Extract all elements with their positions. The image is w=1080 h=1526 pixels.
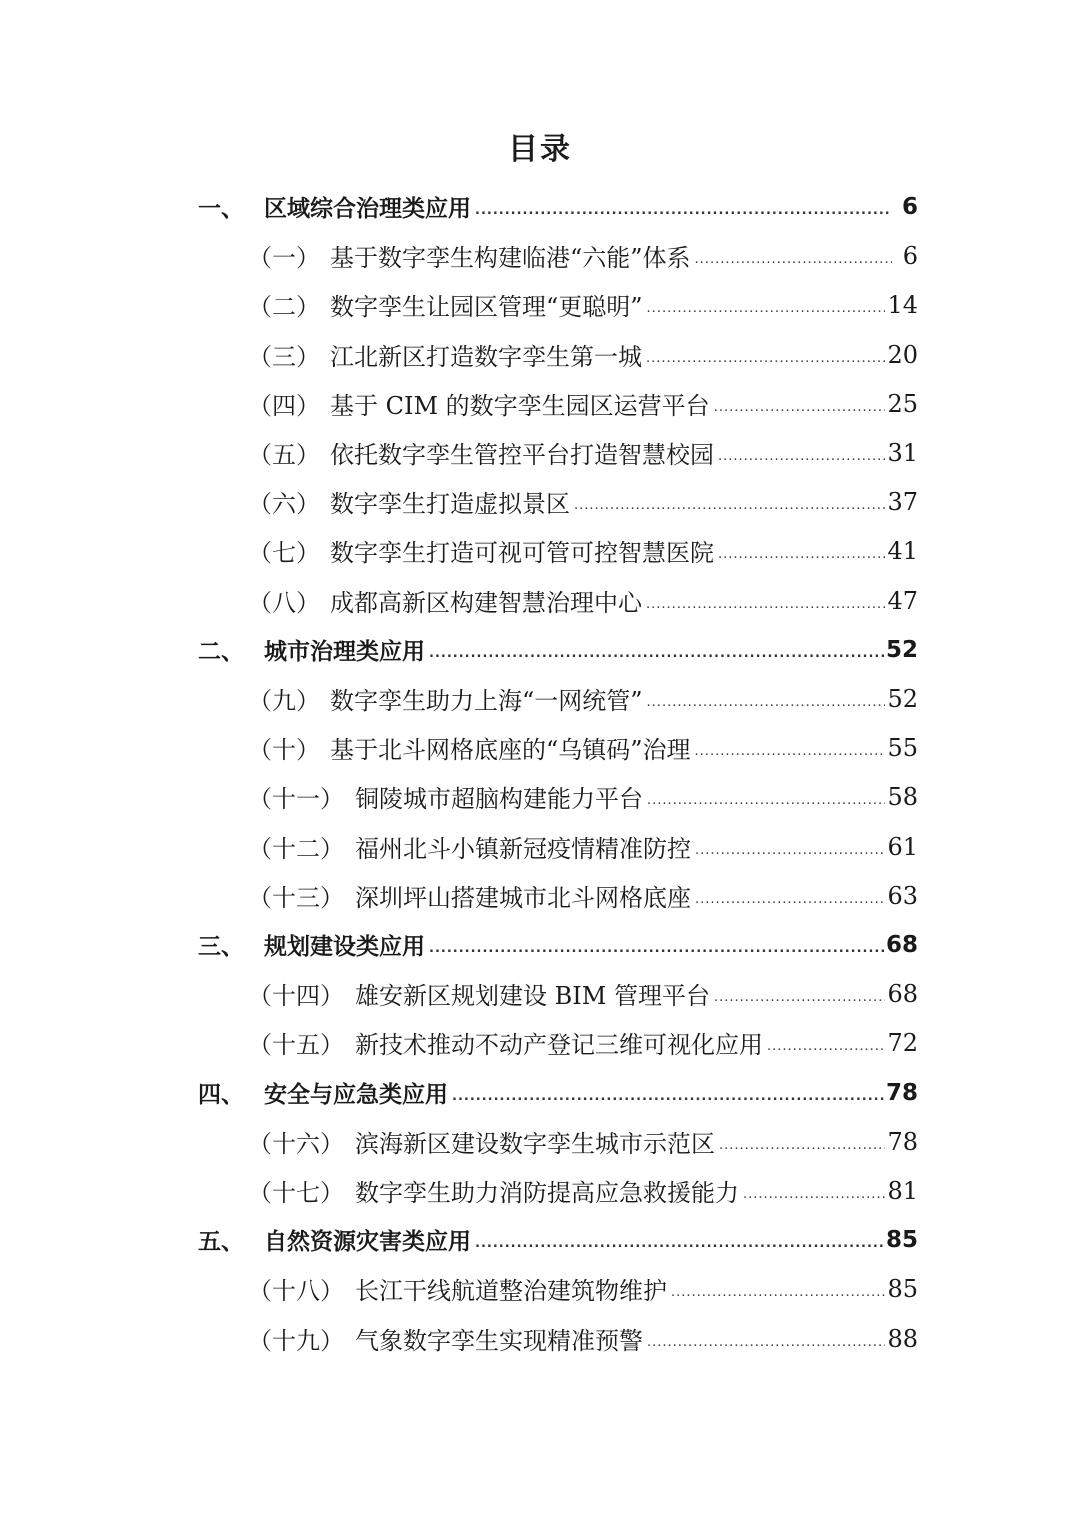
toc-section-entry[interactable]: [0, 428, 1080, 477]
toc-section-entry[interactable]: [0, 280, 1080, 329]
toc-section-entry[interactable]: [0, 772, 1080, 821]
dot-leader: [718, 449, 885, 464]
dot-leader: [695, 843, 885, 858]
toc-section-entry[interactable]: [0, 1264, 1080, 1313]
dot-leader: [695, 892, 885, 907]
entry-page-number: 58: [887, 782, 918, 811]
dot-leader: [429, 646, 884, 661]
entry-title: 基于 CIM 的数字孪生园区运营平台: [330, 392, 710, 420]
entry-title: 基于数字孪生构建临港“六能”体系: [330, 244, 691, 272]
toc-section-entry[interactable]: [0, 1117, 1080, 1166]
entry-title: 新技术推动不动产登记三维可视化应用: [355, 1031, 763, 1059]
toc-section-entry[interactable]: [0, 1314, 1080, 1363]
entry-title: 铜陵城市超脑构建能力平台: [355, 785, 643, 813]
dot-leader: [429, 941, 884, 956]
dot-leader: [671, 1285, 885, 1300]
entry-title: 长江干线航道整治建筑物维护: [355, 1277, 667, 1305]
entry-title: 依托数字孪生管控平台打造智慧校园: [330, 441, 714, 469]
entry-page-number: 81: [887, 1176, 918, 1205]
entry-number: （六）: [248, 490, 320, 518]
entry-page-number: 20: [887, 340, 918, 369]
entry-page-number: 63: [887, 881, 918, 910]
entry-title: 数字孪生助力上海“一网统管”: [330, 687, 643, 715]
entry-page-number: 78: [885, 1079, 918, 1106]
toc-section-entry[interactable]: [0, 674, 1080, 723]
entry-number: （十三）: [248, 884, 344, 912]
entry-title: 基于北斗网格底座的“乌镇码”治理: [330, 736, 691, 764]
toc-section-entry[interactable]: [0, 576, 1080, 625]
entry-page-number: 14: [887, 290, 918, 319]
entry-page-number: 31: [887, 438, 918, 467]
toc-section-entry[interactable]: [0, 871, 1080, 920]
entry-number: （十一）: [248, 785, 344, 813]
entry-title: 深圳坪山搭建城市北斗网格底座: [355, 884, 691, 912]
entry-title: 区域综合治理类应用: [264, 196, 471, 222]
entry-number: （十四）: [248, 982, 344, 1010]
dot-leader: [646, 597, 885, 612]
dot-leader: [718, 547, 885, 562]
entry-number: （十七）: [248, 1179, 344, 1207]
entry-number: （八）: [248, 589, 320, 617]
entry-number: 一、: [198, 196, 244, 222]
entry-number: （七）: [248, 539, 320, 567]
entry-number: （二）: [248, 293, 320, 321]
toc-chapter-entry[interactable]: [0, 625, 1080, 674]
dot-leader: [646, 351, 885, 366]
toc-section-entry[interactable]: [0, 723, 1080, 772]
entry-number: （九）: [248, 687, 320, 715]
entry-page-number: 61: [887, 832, 918, 861]
entry-page-number: 72: [887, 1028, 918, 1057]
entry-title: 数字孪生让园区管理“更聪明”: [330, 293, 643, 321]
dot-leader: [714, 400, 886, 415]
toc-section-entry[interactable]: [0, 1018, 1080, 1067]
dot-leader: [574, 498, 885, 513]
entry-title: 安全与应急类应用: [264, 1082, 448, 1108]
entry-title: 数字孪生助力消防提高应急救援能力: [355, 1179, 739, 1207]
entry-title: 雄安新区规划建设 BIM 管理平台: [355, 982, 710, 1010]
entry-page-number: 68: [887, 979, 918, 1008]
entry-page-number: 68: [885, 931, 918, 958]
entry-title: 气象数字孪生实现精准预警: [355, 1327, 643, 1355]
entry-page-number: 88: [887, 1324, 918, 1353]
entry-page-number: 85: [887, 1274, 918, 1303]
toc-section-entry[interactable]: [0, 969, 1080, 1018]
toc-chapter-entry[interactable]: [0, 920, 1080, 969]
entry-title: 城市治理类应用: [264, 639, 425, 665]
toc-chapter-entry[interactable]: [0, 1068, 1080, 1117]
entry-page-number: 6: [902, 241, 918, 270]
toc-section-entry[interactable]: [0, 477, 1080, 526]
dot-leader: [719, 1138, 885, 1153]
page-title: 目录: [508, 132, 572, 167]
dot-leader: [695, 744, 886, 759]
entry-page-number: 85: [885, 1226, 918, 1253]
entry-title: 福州北斗小镇新冠疫情精准防控: [355, 835, 691, 863]
entry-number: （五）: [248, 441, 320, 469]
entry-number: （一）: [248, 244, 320, 272]
toc-section-entry[interactable]: [0, 379, 1080, 428]
toc-section-entry[interactable]: [0, 526, 1080, 575]
dot-leader: [647, 1335, 885, 1350]
toc-chapter-entry[interactable]: [0, 182, 1080, 231]
entry-number: 三、: [198, 934, 244, 960]
entry-number: （四）: [248, 392, 320, 420]
entry-number: 四、: [198, 1082, 244, 1108]
dot-leader: [475, 1236, 884, 1251]
entry-page-number: 55: [887, 733, 918, 762]
entry-number: （三）: [248, 343, 320, 371]
entry-page-number: 52: [887, 684, 918, 713]
dot-leader: [714, 990, 886, 1005]
entry-number: （十九）: [248, 1327, 344, 1355]
dot-leader: [647, 695, 886, 710]
dot-leader: [475, 203, 892, 218]
entry-number: 五、: [198, 1229, 244, 1255]
toc-chapter-entry[interactable]: [0, 1215, 1080, 1264]
dot-leader: [647, 301, 886, 316]
entry-number: （十五）: [248, 1031, 344, 1059]
entry-title: 江北新区打造数字孪生第一城: [330, 343, 642, 371]
entry-page-number: 25: [887, 389, 918, 418]
toc-section-entry[interactable]: [0, 231, 1080, 280]
dot-leader: [695, 252, 892, 267]
entry-page-number: 47: [887, 586, 918, 615]
entry-number: （十六）: [248, 1130, 344, 1158]
entry-number: （十）: [248, 736, 320, 764]
entry-number: （十八）: [248, 1277, 344, 1305]
dot-leader: [647, 793, 885, 808]
toc-section-entry[interactable]: [0, 330, 1080, 379]
entry-title: 数字孪生打造虚拟景区: [330, 490, 570, 518]
entry-page-number: 6: [901, 193, 918, 220]
entry-number: 二、: [198, 639, 244, 665]
entry-page-number: 37: [887, 487, 918, 516]
entry-title: 规划建设类应用: [264, 934, 425, 960]
toc-section-entry[interactable]: [0, 1166, 1080, 1215]
dot-leader: [767, 1039, 885, 1054]
entry-page-number: 52: [885, 636, 918, 663]
dot-leader: [743, 1187, 885, 1202]
entry-page-number: 41: [887, 536, 918, 565]
entry-title: 滨海新区建设数字孪生城市示范区: [355, 1130, 715, 1158]
toc-section-entry[interactable]: [0, 822, 1080, 871]
dot-leader: [452, 1089, 884, 1104]
entry-title: 数字孪生打造可视可管可控智慧医院: [330, 539, 714, 567]
entry-title: 成都高新区构建智慧治理中心: [330, 589, 642, 617]
entry-title: 自然资源灾害类应用: [264, 1229, 471, 1255]
entry-number: （十二）: [248, 835, 344, 863]
entry-page-number: 78: [887, 1127, 918, 1156]
